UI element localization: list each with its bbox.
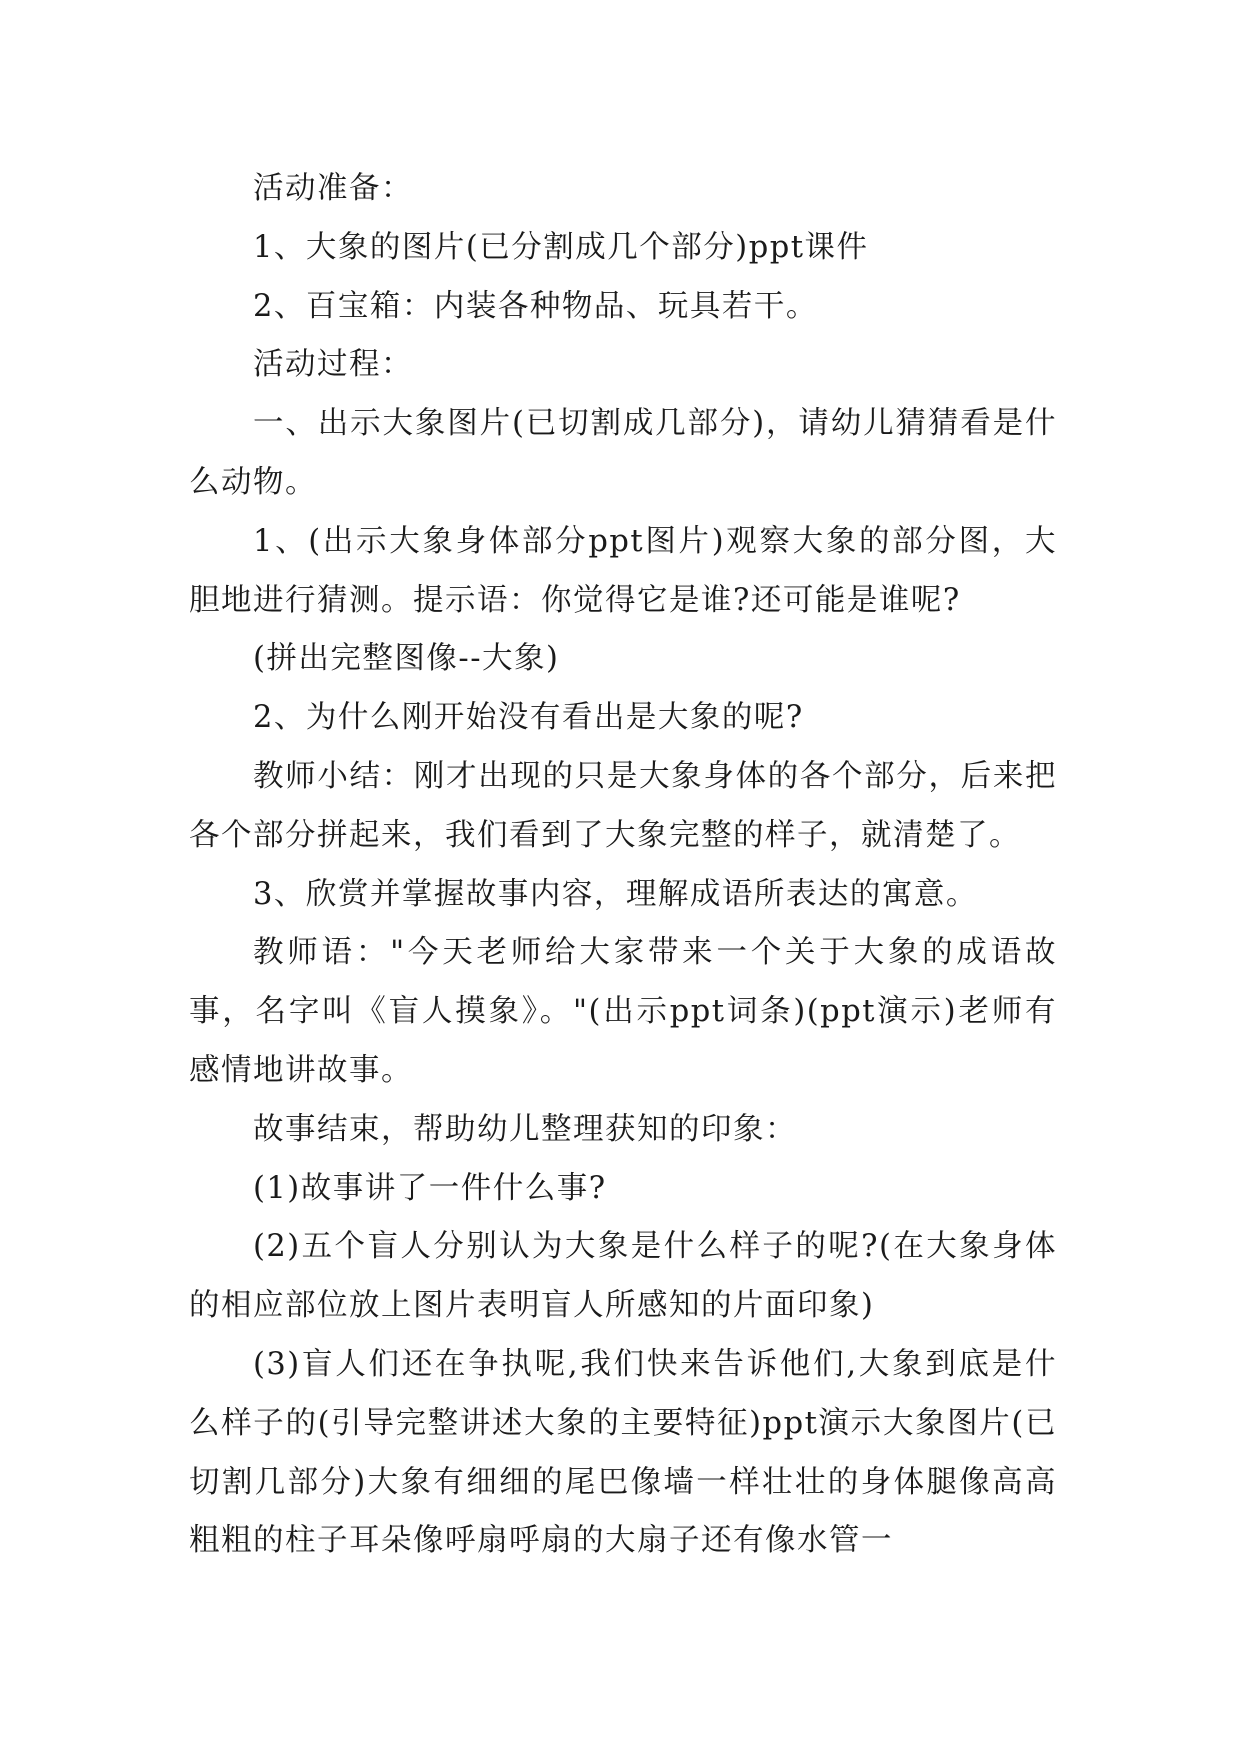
paragraph-material-1: 1、大象的图片(已分割成几个部分)ppt课件: [253, 229, 869, 265]
document-body: [189, 160, 1057, 1571]
paragraph-complete-image: (拼出完整图像--大象): [253, 641, 560, 677]
paragraph-step-one-2: 2、为什么刚开始没有看出是大象的呢?: [253, 700, 804, 736]
paragraph-step-one-3: 3、欣赏并掌握故事内容，理解成语所表达的寓意。: [253, 876, 978, 912]
paragraph-materials-heading: 活动准备：: [253, 171, 413, 206]
paragraph-question-2: (2)五个盲人分别认为大象是什么样子的呢?(在大象身体的相应部位放上图片表明盲人所感知的片面印象): [189, 1229, 1057, 1324]
paragraph-process-heading: 活动过程：: [253, 347, 413, 383]
paragraph-teacher-speech: 教师语："今天老师给大家带来一个关于大象的成语故事，名字叫《盲人摸象》。"(出示ppt词条)(ppt演示)老师有感情地讲故事。: [189, 935, 1057, 1088]
paragraph-question-3: (3)盲人们还在争执呢,我们快来告诉他们,大象到底是什么样子的(引导完整讲述大象的主要特征)ppt演示大象图片(已切割几部分)大象有细细的尾巴像墙一样壮壮的身体腿像高高粗粗的柱子耳朵像呼扇呼扇的大扇子还有像水管一: [189, 1346, 1057, 1559]
paragraph-story-end: 故事结束，帮助幼儿整理获知的印象：: [253, 1111, 797, 1147]
paragraph-teacher-summary: 教师小结：刚才出现的只是大象身体的各个部分，后来把各个部分拼起来，我们看到了大象完整的样子，就清楚了。: [189, 758, 1057, 853]
paragraph-question-1: (1)故事讲了一件什么事?: [253, 1170, 607, 1206]
paragraph-material-2: 2、百宝箱：内装各种物品、玩具若干。: [253, 288, 818, 324]
paragraph-step-one-1: 1、(出示大象身体部分ppt图片)观察大象的部分图，大胆地进行猜测。提示语：你觉得它是谁?还可能是谁呢?: [189, 523, 1057, 618]
paragraph-step-one: 一、出示大象图片(已切割成几部分)，请幼儿猜猜看是什么动物。: [189, 406, 1057, 500]
